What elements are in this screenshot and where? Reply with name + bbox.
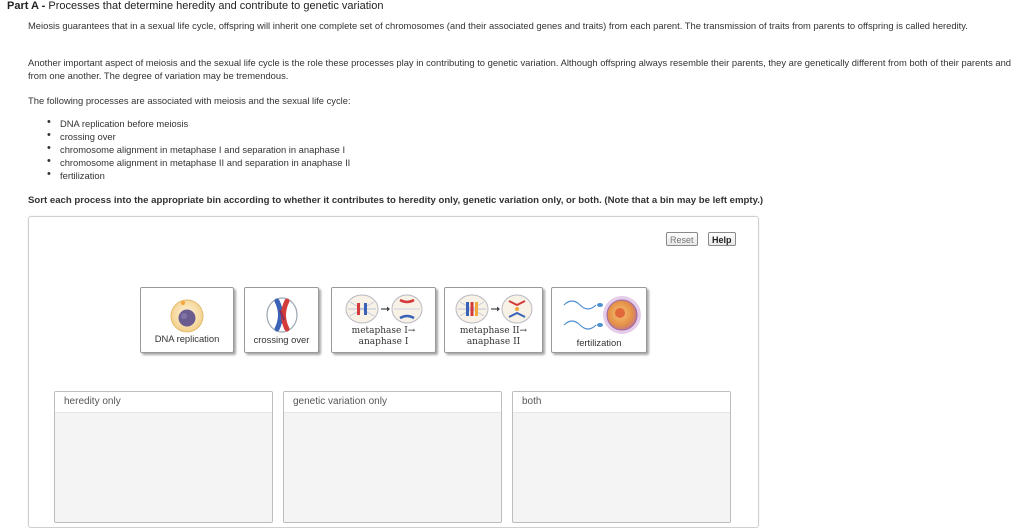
list-item: • DNA replication before meiosis [60,117,350,130]
bin-label: genetic variation only [284,392,501,413]
chromosome-icon [262,296,302,334]
paragraph-variation: Another important aspect of meiosis and the sexual life cycle is the role these processes play in contributing to genetic variation. Although offspring always resemble their parents, they are genetically different from both of their parents and from one another. The degree of variation may be tremendous. [28,57,1012,81]
metaphase-icon [342,292,426,326]
list-item: • crossing over [60,130,350,143]
card-metaphase-2[interactable] [444,287,543,353]
bin-both[interactable] [512,391,731,523]
cell-icon [167,297,207,333]
card-label-line2: anaphase II [466,337,521,347]
bin-genetic-variation-only[interactable] [283,391,502,523]
process-list [28,117,350,182]
card-label-line1: metaphase II→ [459,326,528,336]
instruction-text: Sort each process into the appropriate bin according to whether it contributes to heredity only, genetic variation only, or both. (Note that a bin may be left empty.) [28,195,764,206]
card-label: crossing over [253,333,310,345]
card-label: DNA replication [154,332,220,344]
sperm-egg-icon [556,293,642,337]
list-item: • chromosome alignment in metaphase I and separation in anaphase I [60,143,350,156]
card-metaphase-1[interactable] [331,287,436,353]
card-label: fertilization [576,336,622,348]
paragraph-intro-list: The following processes are associated with meiosis and the sexual life cycle: [28,95,351,106]
bin-label: heredity only [55,392,272,413]
card-label-line1: metaphase I→ [351,326,416,336]
reset-button[interactable]: Reset [666,232,698,246]
paragraph-heredity: Meiosis guarantees that in a sexual life cycle, offspring will inherit one complete set of chromosomes (and their associated genes and traits) from each parent. The transmission of traits from parents to offspring is called heredity. [28,20,968,31]
card-label-line2: anaphase I [358,337,409,347]
card-crossing-over[interactable] [244,287,319,353]
help-button[interactable]: Help [708,232,736,246]
card-dna-replication[interactable] [140,287,234,353]
bin-label: both [513,392,730,413]
sorting-workspace [28,216,759,528]
card-fertilization[interactable] [551,287,647,353]
list-item: • fertilization [60,169,350,182]
part-prefix: Part A - [7,0,46,12]
part-title [7,0,383,12]
bin-heredity-only[interactable] [54,391,273,523]
part-title-text: Processes that determine heredity and contribute to genetic variation [48,0,384,12]
metaphase-icon [452,292,536,326]
list-item: • chromosome alignment in metaphase II and separation in anaphase II [60,156,350,169]
